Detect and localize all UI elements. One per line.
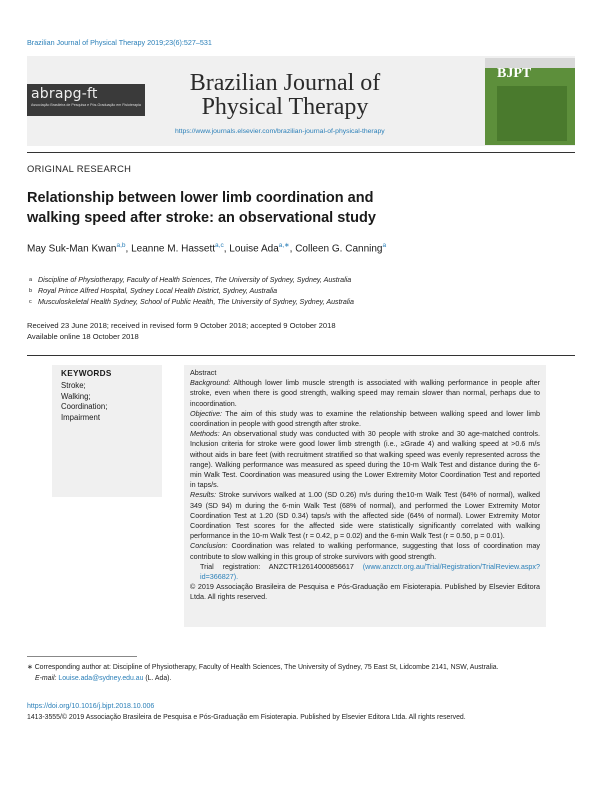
author-affiliation-marker[interactable]: a,b	[116, 242, 126, 249]
author-affiliation-marker[interactable]: a,∗	[278, 242, 290, 249]
abstract-methods: Methods: An observational study was conducted with 30 people with stroke and 30 age-matched controls. Inclusion criteria for stroke were good lower limb strength (i.e., ≥Grade 4) and walking speed at >0.6 m/s without aids in bare feet (with recruitment stratified so that walking speed was evenly represented across the range). Walking performance was measured as speed during the 10-m Walk Test and distance during the 6-min Walk Test. Coordination was measured using the Lower Extremity Motor Coordination Test and reported in taps/s.	[190, 429, 541, 490]
abstract-heading: Abstract	[190, 368, 217, 377]
author-name: Leanne M. Hassett	[131, 243, 216, 255]
author-name: May Suk-Man Kwan	[27, 243, 117, 255]
email-link[interactable]: Louise.ada@sydney.edu.au	[58, 674, 144, 682]
cover-logo: BJPT	[497, 66, 532, 81]
abstract-objective: Objective: The aim of this study was to examine the relationship between walking speed and lower limb coordination in people with good strength after stroke.	[190, 408, 540, 429]
author-affiliation-marker[interactable]: a,c	[215, 242, 224, 249]
logo-wordmark: abrapg-ft	[31, 86, 98, 102]
section-label: ORIGINAL RESEARCH	[27, 163, 132, 174]
logo-tagline: Associação Brasileira de Pesquisa e Pós-Graduação em Fisioterapia	[31, 103, 141, 107]
journal-citation[interactable]: Brazilian Journal of Physical Therapy 2019;23(6):527–531	[27, 38, 212, 47]
keywords-heading: KEYWORDS	[61, 369, 112, 378]
header-divider	[27, 152, 575, 153]
keyword-item: Walking;	[61, 391, 91, 401]
abstract	[190, 368, 540, 603]
abstract-background: Background: Although lower limb muscle strength is associated with walking performance in people after stroke, even when there is good strength, walking speed may remain slower than normal, perhaps due to incoordination.	[190, 378, 540, 408]
abstract-conclusion: Conclusion: Coordination was related to walking performance, suggesting that loss of coordination may contribute to slow walking in this group of stroke survivors with good strength.	[190, 541, 541, 561]
trial-registration-link[interactable]: (www.anzctr.org.au/Trial/Registration/TrialReview.aspx?id=366827).	[200, 561, 541, 582]
affiliation-item: a Discipline of Physiotherapy, Faculty of Health Sciences, The University of Sydney, Sydney, Australia	[29, 276, 352, 284]
author-list: May Suk-Man Kwan$^{a,b}$, Leanne M. Hassett$^{a,c}$, Louise Ada$^{a,∗}$, Colleen G. Canning$^a$	[27, 242, 387, 255]
article-title: Relationship between lower limb coordination and walking speed after stroke: an observational study	[27, 190, 376, 226]
abstract-results: Results: Stroke survivors walked at 1.00 (SD 0.26) m/s during the10-m Walk Test (64% of normal), walked 349 (SD 94) m during the 6-min Walk Test (68% of normal), and performed the Lower Extremity Motor Coordination Test at 1.20 (SD 0.34) taps/s with the affected side (64% of normal). Lower Extremity Motor Coordination Test scores for the affected side were statistically significantly correlated with walking performance in the 10-m Walk Test (r = 0.42, p = 0.02) and the 6-min Walk Test (r = 0.50, p = 0.01).	[190, 490, 540, 541]
journal-title: Brazilian Journal of Physical Therapy	[189, 70, 381, 120]
footer-copyright: 1413-3555/© 2019 Associação Brasileira de Pesquisa e Pós-Graduação em Fisioterapia. Published by Elsevier Editora Ltda. All rights reserved.	[27, 714, 466, 721]
cover-image	[497, 86, 567, 141]
keyword-item: Impairment	[61, 412, 100, 422]
dates-divider	[27, 355, 575, 356]
trial-registration: Trial registration: ANZCTR12614000856617 (www.anzctr.org.au/Trial/Registration/TrialReview.aspx?id=366827).	[200, 561, 541, 582]
author-affiliation-marker[interactable]: a	[382, 242, 387, 249]
keyword-item: Coordination;	[61, 402, 108, 411]
affiliation-list	[29, 275, 354, 308]
affiliation-item: b Royal Prince Alfred Hospital, Sydney Local Health District, Sydney, Australia	[29, 287, 278, 295]
author-name: Colleen G. Canning	[295, 243, 383, 255]
author-name: Louise Ada	[229, 243, 279, 255]
article-dates: Received 23 June 2018; received in revised form 9 October 2018; accepted 9 October 2018 Available online 18 October 2018	[27, 321, 336, 341]
journal-url-link[interactable]: https://www.journals.elsevier.com/brazilian-journal-of-physical-therapy	[175, 128, 385, 135]
abstract-copyright: © 2019 Associação Brasileira de Pesquisa e Pós-Graduação em Fisioterapia. Published by Elsevier Editora Ltda. All rights reserved.	[190, 582, 540, 602]
corresponding-author-footnote: ∗ Corresponding author at: Discipline of Physiotherapy, Faculty of Health Sciences, The University of Sydney, 75 East St, Lidcombe 2141, NSW, Australia. E-mail: Louise.ada@sydney.edu.au (L. Ada).	[27, 664, 499, 682]
abrapg-ft-logo	[27, 84, 145, 116]
doi-link[interactable]: https://doi.org/10.1016/j.bjpt.2018.10.006	[27, 703, 155, 710]
affiliation-item: c Musculoskeletal Health Sydney, School of Public Health, The University of Sydney, Sydney, Australia	[29, 298, 354, 306]
journal-cover-thumbnail	[485, 58, 575, 145]
keywords-list	[61, 381, 107, 423]
keyword-item: Stroke;	[61, 381, 86, 390]
footnote-divider	[27, 656, 137, 657]
